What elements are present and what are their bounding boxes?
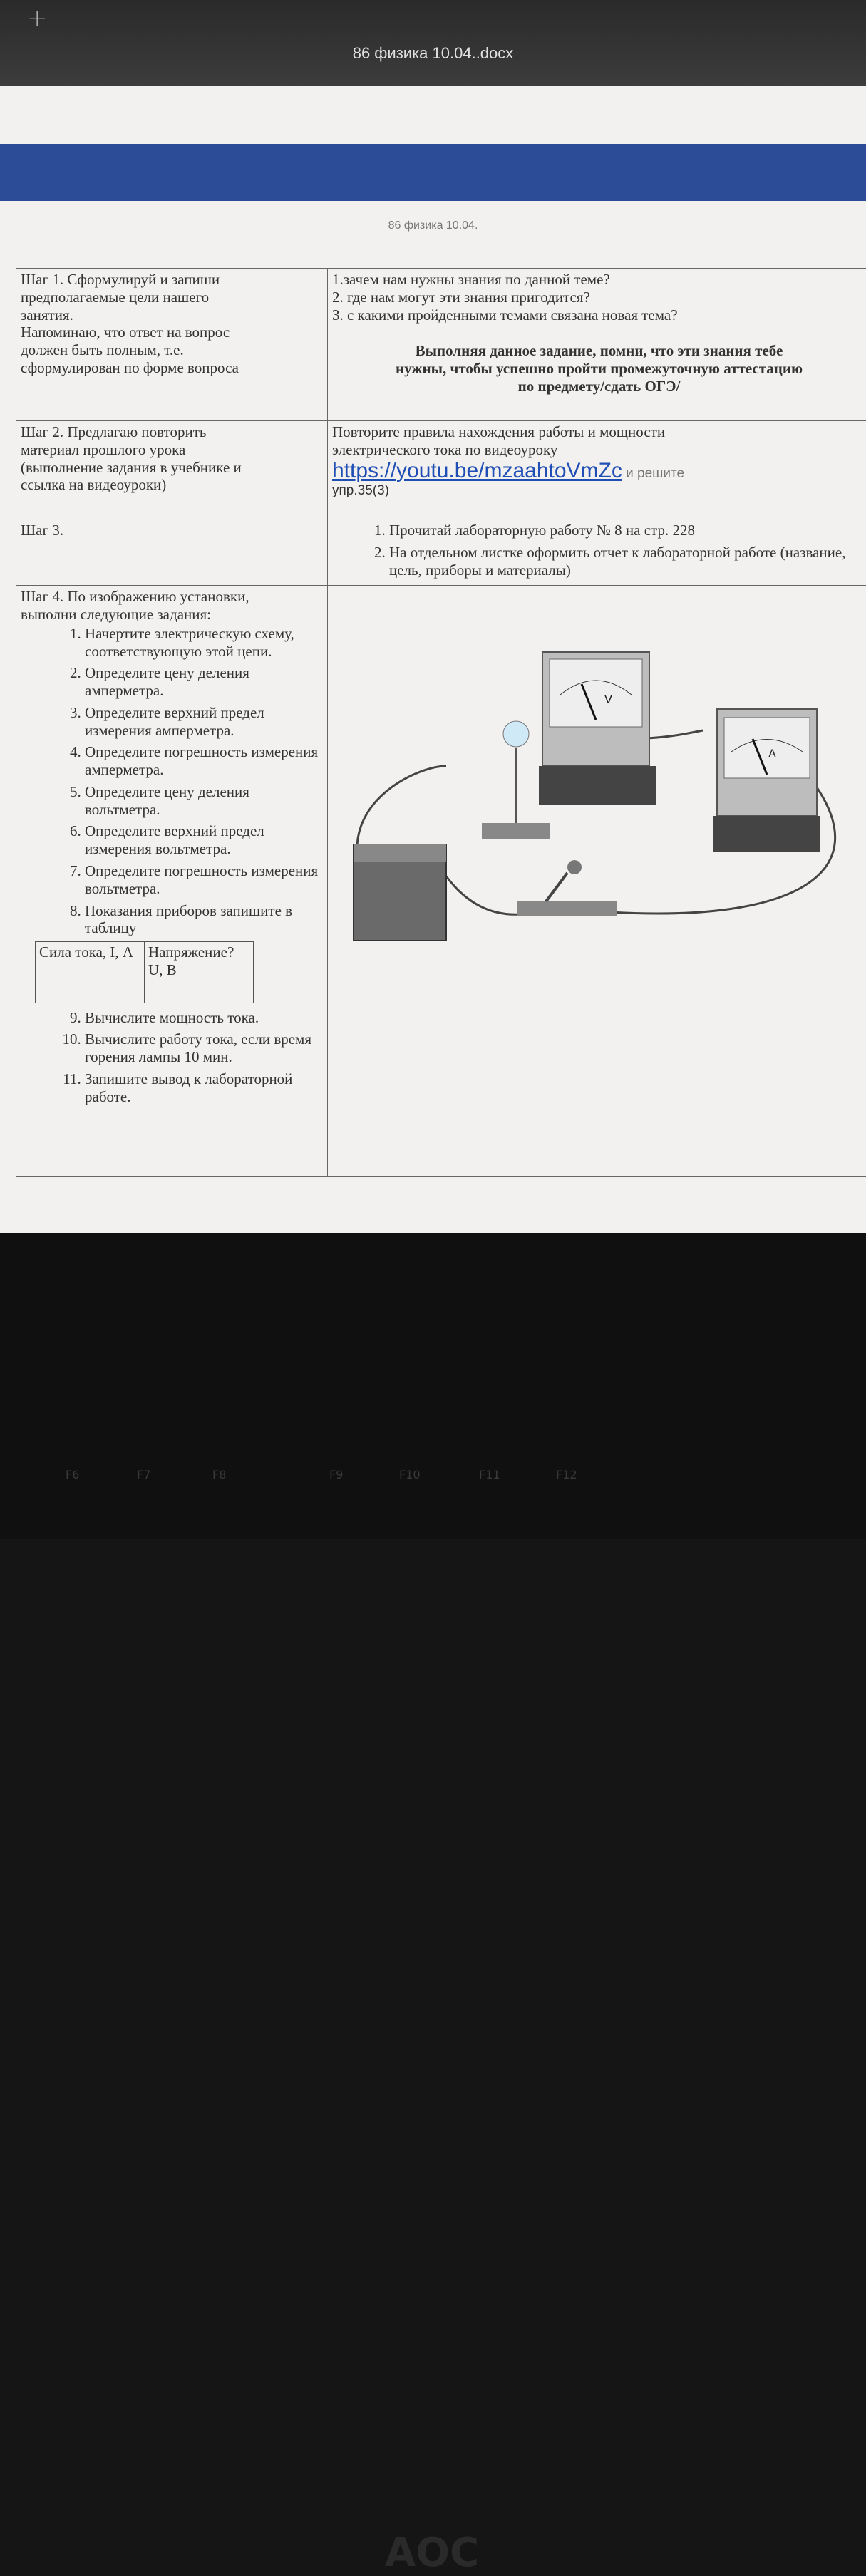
text-line: занятия. (21, 306, 323, 324)
document-banner (0, 144, 866, 201)
lesson-table (16, 268, 866, 1177)
list-item: 3. Определите верхний предел измерения амперметра. (85, 704, 323, 740)
step4-cell (16, 586, 328, 1177)
text-line: ссылка на видеоуроки) (21, 476, 323, 494)
reminder-line: нужны, чтобы успешно пройти промежуточную аттестацию (332, 360, 866, 378)
add-icon[interactable]: + (27, 4, 48, 33)
table-header: Сила тока, I, А (36, 942, 145, 981)
page-header: 86 физика 10.04. (0, 219, 866, 232)
table-row-step4 (16, 586, 866, 1177)
viewer-titlebar (0, 0, 866, 86)
table-cell[interactable] (36, 981, 145, 1003)
text-line: Шаг 1. Сформулируй и запиши (21, 271, 323, 289)
text-line: Шаг 4. По изображению установки, (21, 588, 323, 606)
text-line: предполагаемые цели нашего (21, 289, 323, 306)
function-key: F11 (479, 1468, 500, 1481)
step2-cell (16, 421, 328, 519)
circuit-illustration (332, 588, 860, 958)
list-item: 1. Прочитай лабораторную работу № 8 на стр. 228 (389, 522, 866, 539)
text-line: выполни следующие задания: (21, 606, 323, 624)
exercise-ref: упр.35(3) (332, 483, 866, 499)
question-line: 2. где нам могут эти знания пригодится? (332, 289, 866, 306)
function-key: F9 (329, 1468, 343, 1481)
list-item: 2. На отдельном листке оформить отчет к лабораторной работе (название, цель, приборы и материалы) (389, 544, 866, 579)
text-line: материал прошлого урока (21, 441, 323, 459)
list-item: 7. Определите погрешность измерения вольтметра. (85, 862, 323, 898)
voltmeter (539, 652, 656, 805)
step1-cell (16, 269, 328, 421)
text-line: Повторите правила нахождения работы и мощности (332, 423, 866, 441)
text-line: должен быть полным, т.е. (21, 341, 323, 359)
task-list (21, 625, 323, 937)
step3-tasks (328, 519, 866, 586)
text-line: электрического тока по видеоуроку (332, 441, 866, 459)
table-row-step3 (16, 519, 866, 586)
link-suffix: и решите (626, 466, 684, 481)
document-title: 86 физика 10.04..docx (0, 44, 866, 63)
video-link[interactable]: https://youtu.be/mzaahtoVmZc (332, 459, 622, 482)
step3-cell: Шаг 3. (16, 519, 328, 586)
list-item: 10. Вычислите работу тока, если время горения лампы 10 мин. (85, 1030, 323, 1066)
readings-table (35, 941, 254, 1003)
task-list-continued (21, 1009, 323, 1106)
list-item: 1. Начертите электрическую схему, соответствующую этой цепи. (85, 625, 323, 661)
reminder-line: Выполняя данное задание, помни, что эти знания тебе (332, 342, 866, 360)
battery (354, 844, 446, 941)
function-key: F10 (399, 1468, 421, 1481)
reminder-line: по предмету/сдать ОГЭ/ (332, 378, 866, 395)
apparatus-cell (328, 586, 866, 1177)
text-line: сформулирован по форме вопроса (21, 359, 323, 377)
list-item: 4. Определите погрешность измерения амперметра. (85, 743, 323, 779)
text-line: (выполнение задания в учебнике и (21, 459, 323, 477)
function-key: F12 (556, 1468, 577, 1481)
list-item: 6. Определите верхний предел измерения вольтметра. (85, 822, 323, 858)
text-line: Напоминаю, что ответ на вопрос (21, 324, 323, 341)
list-item: 11. Запишите вывод к лабораторной работе. (85, 1070, 323, 1106)
function-key: F7 (137, 1468, 150, 1481)
step1-questions (328, 269, 866, 421)
ammeter (713, 709, 820, 852)
list-item: 5. Определите цену деления вольтметра. (85, 783, 323, 819)
question-line: 3. с какими пройденными темами связана новая тема? (332, 306, 866, 324)
function-key: F6 (66, 1468, 79, 1481)
monitor-bezel (0, 1233, 866, 1539)
text-line: Шаг 2. Предлагаю повторить (21, 423, 323, 441)
table-cell[interactable] (145, 981, 254, 1003)
list-item: 8. Показания приборов запишите в таблицу (85, 902, 323, 938)
switch (517, 860, 617, 916)
function-key: F8 (212, 1468, 226, 1481)
brand-logo: AOC (385, 2530, 479, 2576)
list-item: 9. Вычислите мощность тока. (85, 1009, 323, 1027)
table-header: Напряжение? U, В (145, 942, 254, 981)
document-page (0, 86, 866, 1233)
question-line: 1.зачем нам нужны знания по данной теме? (332, 271, 866, 289)
table-row-step1 (16, 269, 866, 421)
step2-instructions (328, 421, 866, 519)
list-item: 2. Определите цену деления амперметра. (85, 664, 323, 700)
table-row-step2 (16, 421, 866, 519)
voltmeter-label: V (604, 693, 612, 706)
ammeter-label: A (768, 747, 776, 760)
